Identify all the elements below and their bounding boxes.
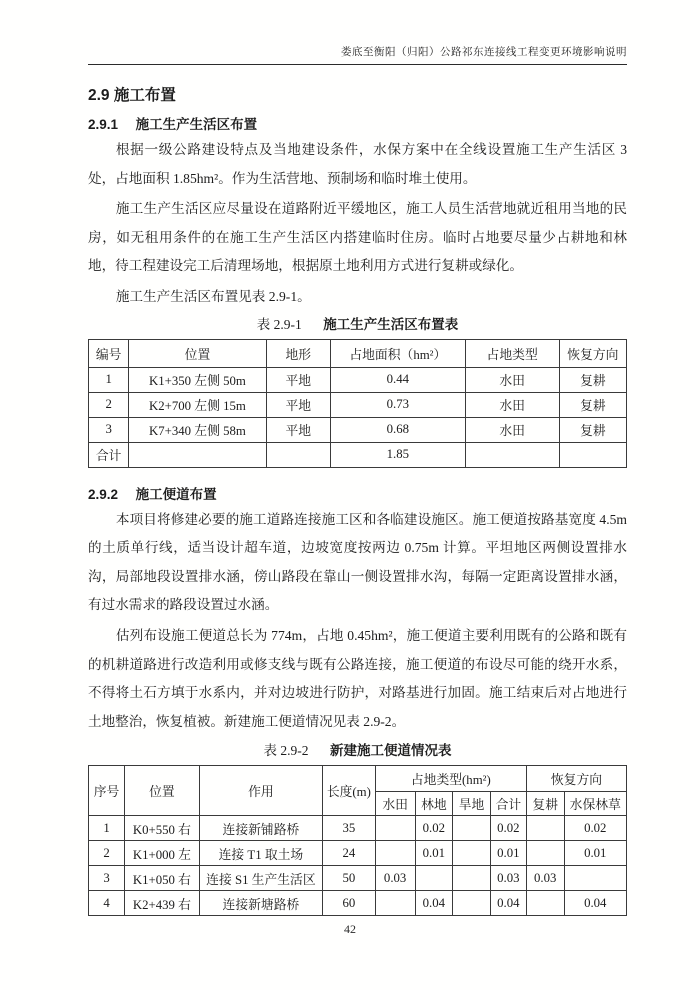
table-cell: 平地 bbox=[266, 392, 331, 417]
column-header: 水保林草 bbox=[564, 792, 626, 816]
table-cell bbox=[564, 866, 626, 891]
table-total-row bbox=[89, 442, 627, 467]
paragraph: 本项目将修建必要的施工道路连接施工区和各临建设施区。施工便道按路基宽度 4.5m 的土质单行线，适当设计超车道，边坡宽度按两边 0.75m 计算。平坦地区两侧设置排水沟，局部地段设置排水涵，傍山路段在靠山一侧设置排水沟，每隔一定距离设置排水涵，有过水需求的路段设置过水涵。 bbox=[88, 511, 627, 613]
table-construction-living-areas bbox=[88, 339, 627, 468]
table-cell: 0.03 bbox=[375, 866, 415, 891]
table-cell: 平地 bbox=[266, 367, 331, 392]
table2-label: 表 2.9-2 bbox=[263, 743, 309, 759]
table-row bbox=[89, 841, 627, 866]
table-cell: 2 bbox=[89, 392, 129, 417]
table-cell: 复耕 bbox=[559, 392, 626, 417]
table-cell: 0.02 bbox=[490, 816, 526, 841]
paragraph: 施工生产生活区应尽量设在道路附近平缓地区，施工人员生活营地就近租用当地的民房，如无租用条件的在施工生产生活区内搭建临时住房。临时占地要尽量少占耕地和林地，待工程建设完工后清理场地，根据原土地利用方式进行复耕或绿化。 bbox=[88, 201, 627, 274]
table-cell: 2 bbox=[89, 841, 125, 866]
table-cell bbox=[129, 442, 266, 467]
table-cell bbox=[453, 866, 491, 891]
table-cell: 0.04 bbox=[564, 891, 626, 916]
table-cell bbox=[526, 841, 564, 866]
table-row bbox=[89, 866, 627, 891]
table-cell bbox=[375, 891, 415, 916]
paragraph: 施工生产生活区布置见表 2.9-1。 bbox=[115, 288, 311, 304]
table-cell bbox=[526, 816, 564, 841]
table-cell bbox=[375, 841, 415, 866]
table1-label: 表 2.9-1 bbox=[256, 316, 302, 332]
table-new-construction-roads bbox=[88, 765, 627, 916]
table-cell: K1+050 右 bbox=[125, 866, 200, 891]
column-header: 复耕 bbox=[526, 792, 564, 816]
column-header: 编号 bbox=[89, 339, 129, 367]
table-cell: 1 bbox=[89, 816, 125, 841]
section-heading-2-9-2 bbox=[88, 486, 627, 504]
paragraph: 根据一级公路建设特点及当地建设条件，水保方案中在全线设置施工生产生活区 3 处，占地面积 1.85hm²。作为生活营地、预制场和临时堆土使用。 bbox=[88, 142, 627, 186]
table-cell: 0.01 bbox=[490, 841, 526, 866]
table-cell: 连接新铺路桥 bbox=[199, 816, 322, 841]
section-heading-2-9-1 bbox=[88, 116, 627, 134]
column-header: 水田 bbox=[375, 792, 415, 816]
table-cell: 复耕 bbox=[559, 417, 626, 442]
table-cell: 0.01 bbox=[415, 841, 453, 866]
running-header: 娄底至衡阳（归阳）公路祁东连接线工程变更环境影响说明 bbox=[88, 44, 627, 65]
table-cell: 0.03 bbox=[526, 866, 564, 891]
table-cell bbox=[453, 816, 491, 841]
table-cell: 50 bbox=[323, 866, 376, 891]
table-cell bbox=[375, 816, 415, 841]
table-cell bbox=[453, 891, 491, 916]
table-cell: K1+350 左侧 50m bbox=[129, 367, 266, 392]
column-header: 占地面积（hm²） bbox=[331, 339, 466, 367]
column-header: 位置 bbox=[129, 339, 266, 367]
column-header: 恢复方向 bbox=[559, 339, 626, 367]
table-cell: 连接新塘路桥 bbox=[199, 891, 322, 916]
table-cell: 60 bbox=[323, 891, 376, 916]
table-row bbox=[89, 417, 627, 442]
table-cell: 1.85 bbox=[331, 442, 466, 467]
table-cell: 水田 bbox=[465, 367, 559, 392]
column-header: 序号 bbox=[89, 766, 125, 816]
table2-caption bbox=[88, 742, 627, 760]
table-cell bbox=[559, 442, 626, 467]
column-header: 合计 bbox=[490, 792, 526, 816]
column-header: 旱地 bbox=[453, 792, 491, 816]
table-row bbox=[89, 367, 627, 392]
table2-title: 新建施工便道情况表 bbox=[330, 743, 452, 759]
table-cell: 1 bbox=[89, 367, 129, 392]
page-number: 42 bbox=[344, 922, 356, 936]
column-header: 长度(m) bbox=[323, 766, 376, 816]
table-header-row bbox=[89, 766, 627, 792]
column-header: 作用 bbox=[199, 766, 322, 816]
table-cell: 0.68 bbox=[331, 417, 466, 442]
table-cell: 0.02 bbox=[564, 816, 626, 841]
table-cell bbox=[465, 442, 559, 467]
column-header: 林地 bbox=[415, 792, 453, 816]
table-row bbox=[89, 392, 627, 417]
section-heading-2-9: 2.9 施工布置 bbox=[88, 87, 176, 104]
section-title: 施工生产生活区布置 bbox=[135, 117, 258, 132]
column-header: 位置 bbox=[125, 766, 200, 816]
page-content bbox=[88, 80, 627, 916]
table-cell: 合计 bbox=[89, 442, 129, 467]
table-cell: 连接 S1 生产生活区 bbox=[199, 866, 322, 891]
table-cell: 水田 bbox=[465, 417, 559, 442]
table-cell: 0.02 bbox=[415, 816, 453, 841]
table-cell: 复耕 bbox=[559, 367, 626, 392]
column-group-header: 占地类型(hm²) bbox=[375, 766, 526, 792]
table-cell: 0.01 bbox=[564, 841, 626, 866]
table-cell: 平地 bbox=[266, 417, 331, 442]
section-number: 2.9.1 bbox=[88, 117, 119, 132]
table-row bbox=[89, 816, 627, 841]
table-cell: 3 bbox=[89, 866, 125, 891]
table-cell: 24 bbox=[323, 841, 376, 866]
table-cell: 0.04 bbox=[415, 891, 453, 916]
table-cell: 3 bbox=[89, 417, 129, 442]
column-header: 地形 bbox=[266, 339, 331, 367]
table-cell bbox=[453, 841, 491, 866]
table-cell: 0.73 bbox=[331, 392, 466, 417]
table-cell bbox=[526, 891, 564, 916]
table-cell: K1+000 左 bbox=[125, 841, 200, 866]
table-cell: 0.44 bbox=[331, 367, 466, 392]
paragraph: 估列布设施工便道总长为 774m，占地 0.45hm²，施工便道主要利用既有的公路和既有的机耕道路进行改造利用或修支线与既有公路连接，施工便道的布设尽可能的绕开水系，不得将土石方填于水系内，并对边坡进行防护，对路基进行加固。施工结束后对占地进行土地整治，恢复植被。新建施工便道情况见表 2.9-2。 bbox=[88, 627, 627, 729]
table-cell bbox=[266, 442, 331, 467]
table1-title: 施工生产生活区布置表 bbox=[323, 316, 459, 332]
table-cell: K7+340 左侧 58m bbox=[129, 417, 266, 442]
table-header-row bbox=[89, 339, 627, 367]
table-cell: K0+550 右 bbox=[125, 816, 200, 841]
table-cell: 4 bbox=[89, 891, 125, 916]
table-cell: 35 bbox=[323, 816, 376, 841]
column-header: 占地类型 bbox=[465, 339, 559, 367]
table-cell: 0.04 bbox=[490, 891, 526, 916]
section-number: 2.9.2 bbox=[88, 486, 119, 502]
table-cell bbox=[415, 866, 453, 891]
table-cell: 水田 bbox=[465, 392, 559, 417]
table-cell: 0.03 bbox=[490, 866, 526, 891]
table-cell: K2+700 左侧 15m bbox=[129, 392, 266, 417]
section-title: 施工便道布置 bbox=[135, 486, 217, 502]
table-cell: 连接 T1 取土场 bbox=[199, 841, 322, 866]
column-group-header: 恢复方向 bbox=[526, 766, 626, 792]
table-row bbox=[89, 891, 627, 916]
table-cell: K2+439 右 bbox=[125, 891, 200, 916]
table1-caption bbox=[88, 316, 627, 334]
